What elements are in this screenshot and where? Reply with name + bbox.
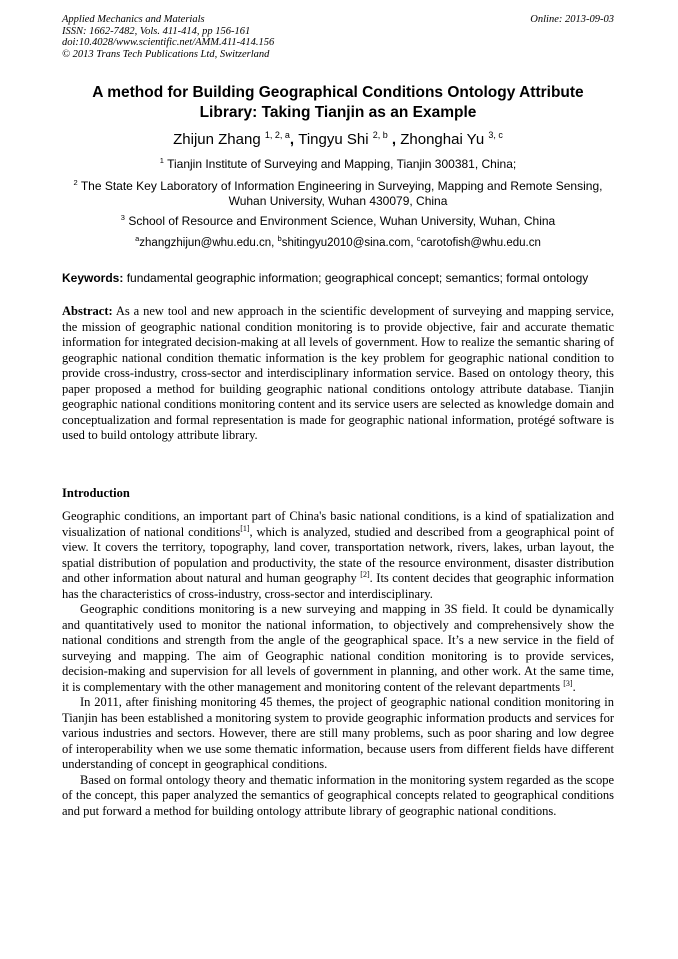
author-name: Tingyu Shi <box>298 131 369 148</box>
affiliation-text: School of Resource and Environment Science, Wuhan University, Wuhan, China <box>128 214 556 228</box>
title-line-1: A method for Building Geographical Conditions Ontology Attribute <box>92 84 584 101</box>
email-mark: b <box>277 234 282 243</box>
paragraph-text: Geographic conditions, an important part of China's basic national conditions, is a kind of spatialization and visualization of national conditions <box>62 509 614 539</box>
issn-line: ISSN: 1662-7482, Vols. 411-414, pp 156-161 <box>62 25 251 37</box>
abstract-paragraph <box>62 304 614 444</box>
affiliation-2 <box>62 179 614 209</box>
paragraph-text: . Its content decides that geographic information has the characteristics of cross-industry, cross-sector and interdisciplinary. <box>62 571 614 601</box>
journal-name: Applied Mechanics and Materials <box>62 14 205 25</box>
email-address[interactable]: shitingyu2010@sina.com <box>281 237 411 249</box>
abstract-text: As a new tool and new approach in the scientific development of surveying and mapping service, the mission of geographic national condition monitoring is to provide objective, fair and accurate thematic information for integrated decision-making at all levels of government. How to realize the semantic sharing of geographic national condition thematic information is the key problem for geographic national condition to provide cross-industry, cross-sector and interdisciplinary information service. Based on ontology theory, this paper proposed a method for building geographic national conditions ontology attribute database. Tianjin geographic national conditions monitoring content and its service users are selected as knowledge domain and conceptualization and formal representation is made for geographic national information, protégé software is used to build ontology attribute library. <box>62 304 614 442</box>
affiliation-number: 3 <box>120 213 125 222</box>
author-affiliation-mark: 1, 2, a <box>264 130 290 140</box>
paragraph-text: , which is analyzed, studied and described from a geographical point of view. It covers the territory, topography, land cover, transportation network, rivers, lakes, urban layout, the spatial distribution of population and productivity, the state of the resource environment, disaster distribution and other information about natural and human geography <box>62 524 614 585</box>
email-address[interactable]: zhangzhijun@whu.edu.cn <box>139 237 272 249</box>
intro-paragraph-1 <box>62 509 614 602</box>
affiliation-number: 1 <box>159 156 164 165</box>
online-date: Online: 2013-09-03 <box>530 14 614 25</box>
author-list: Zhijun Zhang $^{1, 2, a}$, Tingyu Shi $^{2, b}$ , Zhonghai Yu $^{3, c}$ <box>173 130 503 148</box>
affiliation-text: The State Key Laboratory of Information Engineering in Surveying, Mapping and Remote Sensing, <box>80 179 603 193</box>
author-name: Zhonghai Yu <box>400 131 485 148</box>
keywords-text: fundamental geographic information; geographical concept; semantics; formal ontology <box>126 271 589 285</box>
email-list: $^a$zhangzhijun@whu.edu.cn, $^b$shitingyu2010@sina.com, $^c$carotofish@whu.edu.cn <box>135 234 541 249</box>
journal-header <box>62 14 614 60</box>
email-mark: a <box>135 234 140 243</box>
paper-title <box>62 83 614 123</box>
doi-line: doi:10.4028/www.scientific.net/AMM.411-414.156 <box>62 37 275 48</box>
title-line-2: Library: Taking Tianjin as an Example <box>199 104 477 121</box>
intro-paragraph-2 <box>62 602 614 695</box>
keywords-label: Keywords: <box>62 271 124 285</box>
introduction-body <box>62 509 614 819</box>
affiliation-text: Tianjin Institute of Surveying and Mapping, Tianjin 300381, China; <box>167 157 517 171</box>
intro-paragraph-4: Based on formal ontology theory and thematic information in the monitoring system regarded as the scope of the concept, this paper analyzed the semantics of geographical concepts related to geographical conditions and put forward a method for building ontology attribute library of geographic national conditions. <box>62 772 614 818</box>
affiliation-1 <box>62 157 614 172</box>
author-name: Zhijun Zhang <box>173 131 261 148</box>
copyright-line: © 2013 Trans Tech Publications Ltd, Switzerland <box>62 48 270 60</box>
affiliation-number: 2 <box>73 178 78 187</box>
affiliation-text: Wuhan University, Wuhan 430079, China <box>228 194 448 208</box>
abstract-label: Abstract: <box>62 304 113 318</box>
citation-ref[interactable]: [2] <box>360 570 370 579</box>
citation-ref[interactable]: [3] <box>563 678 573 688</box>
affiliation-3 <box>62 214 614 229</box>
paragraph-text: Geographic conditions monitoring is a new surveying and mapping in 3S field. It could be dynamically and quantitatively used to monitor the national information, to objectively and comprehensively show the national conditions and strength from the angle of the geographical space. It’s a new service in the field of surveying and mapping. The aim of Geographic national condition monitoring is to provide services, decision-making and supervision for all levels of government in planning, and other work. At the same time, it is complementary with the other management and monitoring content of the relevant departments <box>62 602 614 694</box>
author-affiliation-mark: 2, b <box>372 130 388 140</box>
email-address[interactable]: carotofish@whu.edu.cn <box>420 237 541 249</box>
section-heading-introduction: Introduction <box>62 486 130 500</box>
citation-ref[interactable]: [1] <box>240 523 250 533</box>
author-affiliation-mark: 3, c <box>488 130 503 140</box>
intro-paragraph-3: In 2011, after finishing monitoring 45 themes, the project of geographic national condition monitoring in Tianjin has been established a monitoring system to provide geographic information products and services for various industries and sectors. However, there are still many problems, such as poor sharing and low degree of interoperability when we use some thematic information, because users from different fields have different understanding of concept in geographical conditions. <box>62 695 614 771</box>
email-mark: c <box>416 234 421 243</box>
paragraph-text: . <box>572 679 576 694</box>
keywords-line <box>62 271 622 286</box>
